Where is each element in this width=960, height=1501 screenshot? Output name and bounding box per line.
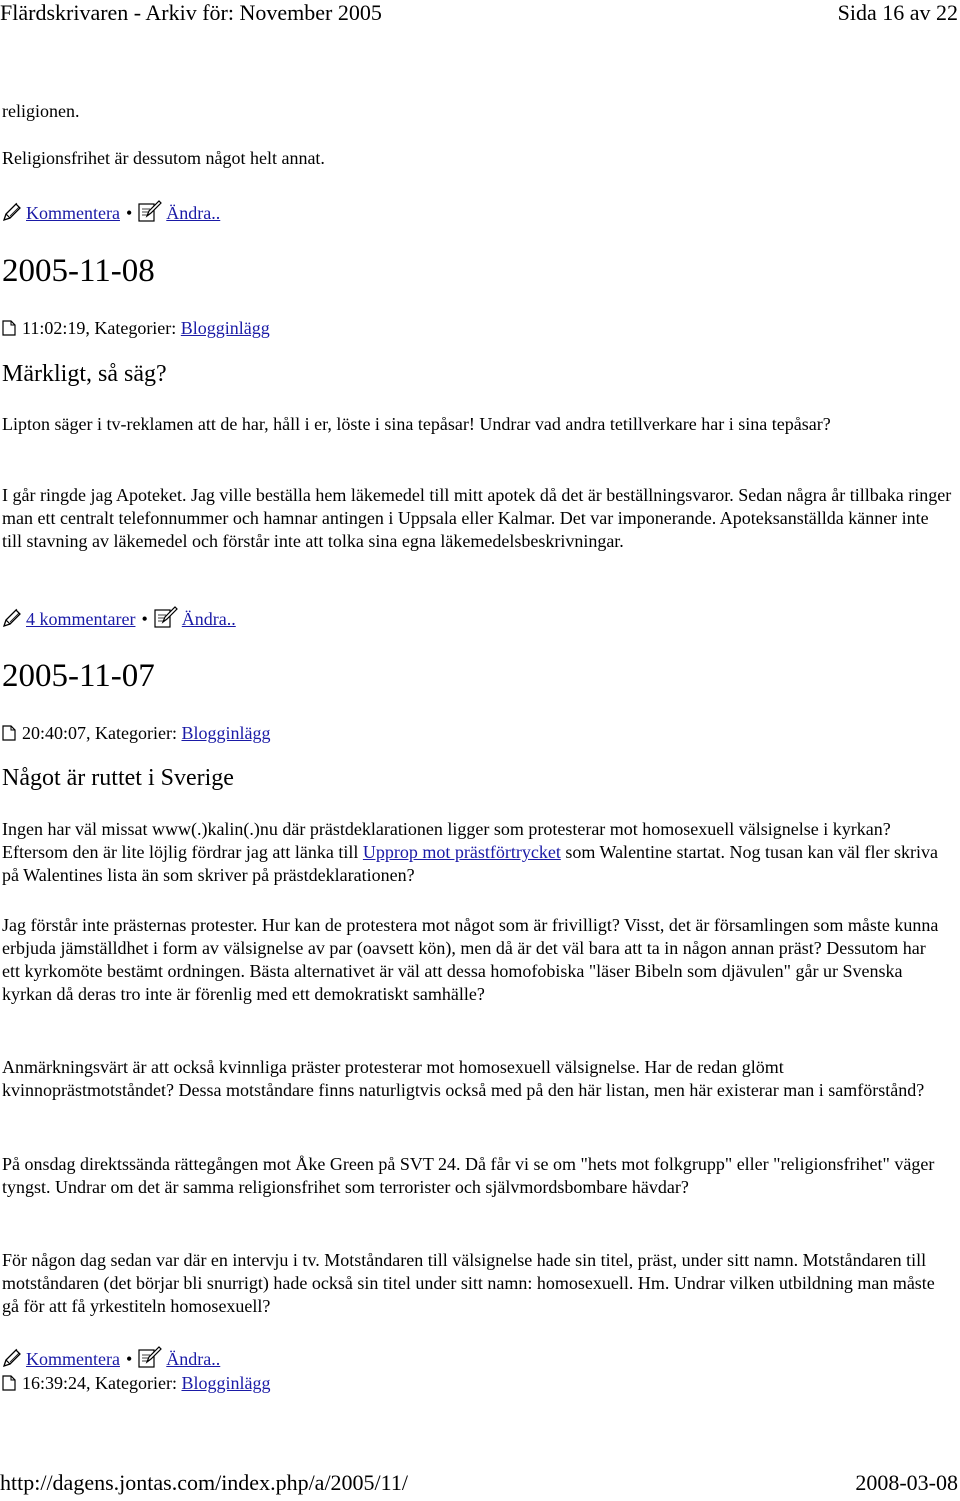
- post-paragraph: Ingen har väl missat www(.)kalin(.)nu där prästdeklarationen ligger som protesterar mot homosexuell välsignelse i kyrkan? Eftersom den är lite löjlig fördrar jag att länka till Upprop mot prästförtrycket som Walentine startat. Nog tusan kan väl fler skriva på Walentines lista än som skriver på prästdeklarationen?: [2, 819, 938, 885]
- comments-link[interactable]: 4 kommentarer: [26, 609, 136, 629]
- prev-post-text: religionen.: [2, 101, 80, 121]
- post-body: [2, 484, 952, 553]
- header-title: Flärdskrivaren - Arkiv för: November 2005: [0, 0, 382, 25]
- post-date-heading: 2005-11-08: [2, 253, 155, 289]
- post-meta: [2, 316, 270, 342]
- footer-url: http://dagens.jontas.com/index.php/a/2005/11/: [0, 1470, 408, 1495]
- post-title: Något är ruttet i Sverige: [2, 765, 234, 791]
- document-icon: [2, 318, 16, 342]
- pencil-paper-icon[interactable]: [138, 200, 162, 228]
- post-body: [2, 1153, 947, 1199]
- post-paragraph: I går ringde jag Apoteket. Jag ville beställa hem läkemedel till mitt apotek då det är beställningsvaror. Sedan några år tillbaka ringer man ett centralt telefonnummer och hamnar antingen i Uppsala eller Kalmar. Det var imponerande. Apoteksanställda känner inte till stavning av läkemedel och förstår inte att tolka sina egna läkemedelsbeskrivningar.: [2, 485, 952, 551]
- print-header: [0, 0, 960, 30]
- edit-link[interactable]: Ändra..: [166, 1349, 221, 1369]
- post-body: [2, 1056, 947, 1102]
- post-title: Märkligt, så säg?: [2, 361, 167, 387]
- post-meta: [2, 1371, 270, 1397]
- document-icon: [2, 723, 16, 747]
- document-icon: [2, 1373, 16, 1397]
- upprop-link[interactable]: Upprop mot prästförtrycket: [362, 842, 561, 862]
- post-body: [2, 413, 942, 436]
- category-link[interactable]: Blogginlägg: [181, 1373, 271, 1393]
- footer-date: 2008-03-08: [855, 1470, 958, 1495]
- bullet-separator: •: [141, 609, 148, 629]
- post-date-heading: 2005-11-07: [2, 658, 155, 694]
- category-link[interactable]: Blogginlägg: [181, 723, 271, 743]
- post-actions: [2, 1346, 220, 1374]
- bullet-separator: •: [125, 203, 133, 223]
- post-paragraph: För någon dag sedan var där en intervju i tv. Motståndaren till välsignelse hade sin titel, präst, under sitt namn. Motståndaren till motståndaren (det börjar bli snurrigt) hade också sin titel under sitt namn: homosexuell. Hm. Undrar vilken utbildning man måste gå för att få yrkestiteln homosexuell?: [2, 1250, 935, 1316]
- post-paragraph: Anmärkningsvärt är att också kvinnliga präster protesterar mot homosexuell välsignelse. Har de redan glömt kvinnoprästmotståndet? Dessa motståndare finns naturligtvis också med på den här listan, men här existerar man i samförstånd?: [2, 1057, 925, 1100]
- pencil-icon[interactable]: [2, 202, 22, 228]
- post-body: [2, 818, 955, 887]
- post-actions: [2, 200, 220, 228]
- edit-link[interactable]: Ändra..: [166, 203, 221, 223]
- post-paragraph: Jag förstår inte prästernas protester. Hur kan de protestera mot något som är frivilligt? Visst, det är församlingen som måste kunna erbjuda jämställdhet i form av välsignelse av par (oavsett kön), men då är det väl bara att ta in någon annan präst? Dessutom har ett kyrkomöte bestämt ordningen. Bästa alternativet är väl att dessa homofobiska "läser Bibeln som djävulen" går ur Svenska kyrkan då deras tro inte är förenlig med ett demokratiskt samhälle?: [2, 915, 939, 1004]
- pencil-paper-icon[interactable]: [138, 1346, 162, 1374]
- post-body: [2, 1249, 947, 1318]
- pencil-paper-icon[interactable]: [154, 606, 178, 634]
- post-body: [2, 914, 947, 1006]
- post-paragraph: På onsdag direktssända rättegången mot Åke Green på SVT 24. Då får vi se om "hets mot folkgrupp" eller "religionsfrihet" väger tyngst. Undrar om det är samma religionsfrihet som terrorister och självmordsbombare hävdar?: [2, 1154, 935, 1197]
- category-link[interactable]: Blogginlägg: [180, 318, 270, 338]
- edit-link[interactable]: Ändra..: [181, 609, 236, 629]
- post-time: 20:40:07, Kategorier:: [22, 723, 182, 743]
- post-meta: [2, 721, 270, 747]
- header-page-number: Sida 16 av 22: [837, 0, 958, 25]
- comment-link[interactable]: Kommentera: [26, 203, 120, 223]
- post-paragraph: Lipton säger i tv-reklamen att de har, håll i er, löste i sina tepåsar! Undrar vad andra tetillverkare har i sina tepåsar?: [2, 414, 831, 434]
- print-footer: [0, 1470, 960, 1500]
- comment-link[interactable]: Kommentera: [26, 1349, 120, 1369]
- prev-post-text: Religionsfrihet är dessutom något helt annat.: [2, 148, 325, 168]
- pencil-icon[interactable]: [2, 608, 22, 634]
- post-actions: [2, 606, 236, 634]
- post-time: 16:39:24, Kategorier:: [22, 1373, 182, 1393]
- bullet-separator: •: [125, 1349, 133, 1369]
- post-time: 11:02:19, Kategorier:: [22, 318, 181, 338]
